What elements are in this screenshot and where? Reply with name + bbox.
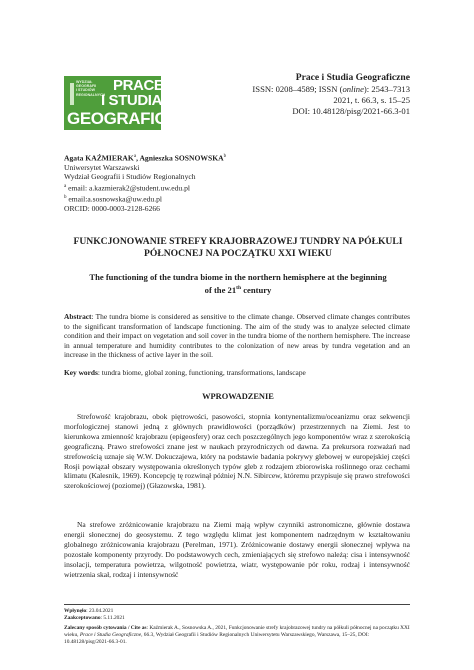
author-sup-a: a <box>133 154 137 159</box>
university: Uniwersytet Warszawski <box>64 162 140 172</box>
accepted-date <box>64 615 410 622</box>
abstract-text: : The tundra biome is considered as sensitive to the climate change. Observed climate changes contributes to the significant transformation of landscape functioning. The aim of the study was to analyze selected climate condition and their impact on vegetation and soil cover in the tundra biome of the northern hemisphere. The increase in annual temperature and humidity contributes to the colonization of new areas by tundra vegetation and an increase in the thickness of active layer in the soil. <box>64 312 410 360</box>
body-paragraph-2: Na strefowe zróżnicowanie krajobrazu na Ziemi mają wpływ czynniki astronomiczne, głównie dostawa energii słonecznej do geosystemu. Z tego względu klimat jest komponentem nadrzędnym w kształtowaniu globalnego zróżnicowania krajobrazu (Perelman, 1971). Zróżnicowanie dostawy energii słonecznej wpływa na pozostałe komponenty przyrody. Do podstawowych cech, zmieniających się strefowo należą: cisa i intensywność insolacji, temperatura powietrza, wilgotność powietrza, wiatr, występowanie pór roku, rodzaj i intensywność wietrzenia skał, rodzaj i intensywność <box>64 520 410 579</box>
cite-text-b: , 66.3, Wydział Geografii i Studiów Regionalnych Uniwersytetu Warszawskiego, Warszawa, 15–25, DOI: 10.48128/pisg/2021-66.3-01. <box>64 631 370 645</box>
title-english-tail: century <box>241 284 272 295</box>
section-heading: WPROWADZENIE <box>202 392 274 401</box>
email-sup-b: b <box>64 194 67 200</box>
title-polish-line1: FUNKCJONOWANIE STREFY KRAJOBRAZOWEJ TUNDRY NA PÓŁKULI <box>73 236 403 247</box>
journal-issn <box>252 84 410 95</box>
author-sup-b: b <box>223 154 227 159</box>
cite-journal: Prace i Studia Geograficzne <box>79 631 142 638</box>
email-a[interactable]: email: a.kazmierak2@student.uw.edu.pl <box>66 183 190 193</box>
title-english-line2-text: of the 21 <box>204 284 237 295</box>
title-english <box>60 272 416 296</box>
author-b: , Agnieszka SOSNOWSKA <box>136 153 224 163</box>
author-a: Agata KAŹMIERAK <box>64 153 134 163</box>
journal-title: Prace i Studia Geograficzne <box>295 72 410 83</box>
journal-info <box>252 72 410 116</box>
title-polish-line2: PÓŁNOCNEJ NA POCZĄTKU XXI WIEKU <box>144 248 332 259</box>
footnote-divider <box>64 604 410 605</box>
logo-word-prace: PRACE <box>113 77 164 94</box>
journal-doi: DOI: 10.48128/pisg/2021-66.3-01 <box>292 105 410 116</box>
issn-text: ISSN: 0208–4589; ISSN ( <box>252 84 343 94</box>
title-polish <box>60 236 416 260</box>
email-b-line <box>64 193 226 204</box>
abstract-label: Abstract <box>64 312 92 321</box>
email-sup-a: a <box>64 183 67 189</box>
keywords-label: Key words <box>64 368 98 377</box>
email-a-line <box>64 182 226 193</box>
journal-logo <box>64 76 200 130</box>
faculty: Wydział Geografii i Studiów Regionalnych <box>64 172 196 182</box>
received-value: : 23.04.2021 <box>86 608 114 614</box>
keywords <box>64 368 410 378</box>
logo-word-i-studia: I STUDIA <box>101 92 162 109</box>
author-block <box>64 152 226 213</box>
abstract <box>64 312 410 360</box>
orcid[interactable]: ORCID: 0000-0003-2128-6266 <box>64 203 160 213</box>
issn-online-label: online <box>342 84 364 94</box>
cite-text-a: : Kaźmierak A., Sosnowska A., 2021, Funkcjonowanie strefy krajobrazowej tundry na półkuli północnej na początku XXI wieku, <box>64 625 410 638</box>
title-english-line2 <box>60 283 416 296</box>
author-names <box>64 152 226 163</box>
logo-small-line: WYDZIAŁ <box>76 80 93 84</box>
logo-small-line: GEOGRAFII <box>76 84 97 89</box>
email-b[interactable]: email:a.sosnowska@uw.edu.pl <box>66 194 162 204</box>
keywords-text: : tundra biome, global zoning, functioning, transformations, landscape <box>97 368 306 377</box>
title-english-sup: th <box>236 285 242 291</box>
logo-word-geograficzne: GEOGRAFICZNE <box>67 109 200 128</box>
citation-footnote <box>64 625 410 645</box>
received-date <box>64 608 410 615</box>
logo-accent-bar <box>70 83 74 105</box>
logo-small-line: REGIONALNYCH <box>76 92 106 97</box>
title-english-line1: The functioning of the tundra biome in the northern hemisphere at the beginning <box>89 272 387 282</box>
body-paragraph-1: Strefowość krajobrazu, obok piętrowości, pasowości, stopnia kontynentalizmu/oceanizmu oraz sekwencji morfologicznej stanowi jedną z głównych prawidłowości (porządków) przestrzennych na Ziemi. Jest to kierunkowa zmienność krajobrazu (epigeosfery) oraz cech poszczególnych jego komponentów wraz z szerokością geograficzną. Prawo strefowości znane jest w naukach przyrodniczych od dawna. Za prekursora rozważań nad strefowością uznaje się W.W. Dokuczajewa, który na podstawie badania pokrywy glebowej w europejskiej części Rosji powiązał obszary występowania określonych typów gleb z rodzajem zbiorowiska roślinnego oraz cechami klimatu (Kalesnik, 1969). Koncepcję tę rozwinął później N.N. Sibircew, któremu przypisuje się prawo strefowości szerokościowej (poziomej) (Głazowska, 1981). <box>64 412 410 491</box>
issn-tail: ): 2543–7313 <box>363 84 410 94</box>
logo-small-line: I STUDIÓW <box>76 88 95 93</box>
journal-volume: 2021, t. 66.3, s. 15–25 <box>333 94 410 105</box>
dates-footnote <box>64 608 410 622</box>
received-label: Wpłynęło <box>64 608 87 614</box>
accepted-value: : 5.11.2021 <box>100 614 125 621</box>
cite-label: Zalecany sposób cytowania / Cite as <box>64 625 147 631</box>
accepted-label: Zaakceptowano <box>64 614 101 621</box>
